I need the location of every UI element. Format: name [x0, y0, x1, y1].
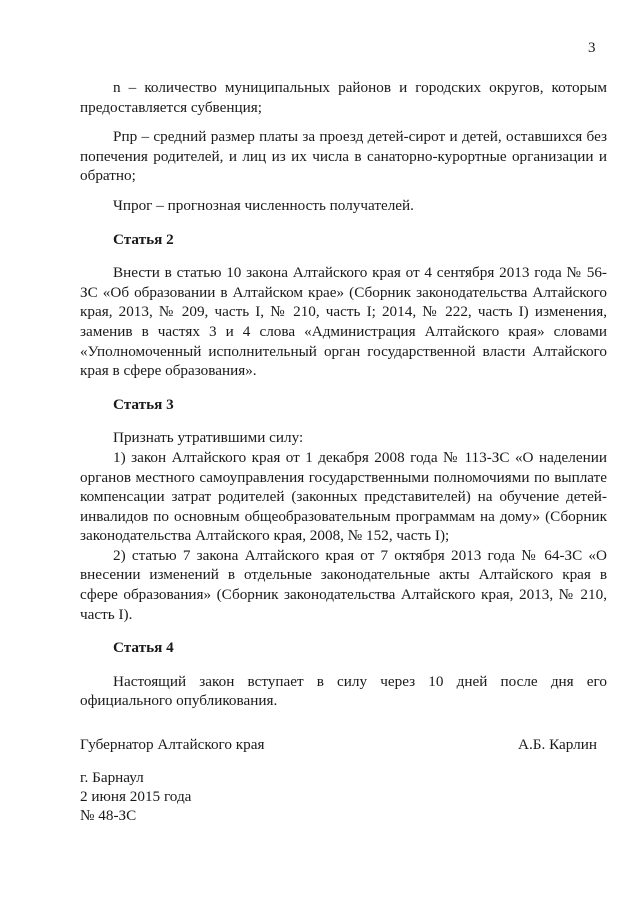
article-2-text: Внести в статью 10 закона Алтайского края от 4 сентября 2013 года № 56-ЗС «Об образовании в Алтайском крае» (Сборник законодательства Алтайского края, 2013, № 209, часть I, № 210, часть I; 2014, № 222, часть I) изменения, заменив в частях 3 и 4 слова «Администрация Алтайского края» словами «Уполномоченный исполнительный орган государственной власти Алтайского края в сфере образования».	[80, 264, 607, 380]
footer-city: г. Барнаул	[80, 769, 144, 786]
document-body	[80, 78, 607, 711]
article-3-item-1: 1) закон Алтайского края от 1 декабря 2008 года № 113-ЗС «О наделении органов местного самоуправления государственными полномочиями по выплате компенсации затрат родителей (законных представителей) на обучение детей-инвалидов по основным общеобразовательным программам на дому» (Сборник законодательства Алтайского края, 2008, № 152, часть I);	[80, 448, 607, 545]
page-number: 3	[588, 40, 596, 56]
definition-rpr: Рпр – средний размер платы за проезд детей-сирот и детей, оставшихся без попечения родителей, и лиц из их числа в санаторно-курортные организации и обратно;	[80, 128, 607, 185]
definition-chprog: Чпрог – прогнозная численность получателей.	[113, 196, 414, 214]
article-3-item-2: 2) статью 7 закона Алтайского края от 7 октября 2013 года № 64-ЗС «О внесении изменений в отдельные законодательные акты Алтайского края в сфере образования» (Сборник законодательства Алтайского края, 2013, № 210, часть I).	[80, 546, 607, 623]
signature-block	[80, 736, 597, 754]
article-3-heading: Статья 3	[113, 395, 174, 413]
signatory-position: Губернатор Алтайского края	[80, 736, 265, 753]
footer-number: № 48-ЗС	[80, 807, 137, 824]
article-3-intro: Признать утратившими силу:	[113, 429, 304, 447]
article-4-heading: Статья 4	[113, 639, 174, 657]
signatory-name: А.Б. Карлин	[518, 736, 597, 753]
document-footer	[80, 768, 191, 825]
article-2-heading: Статья 2	[113, 230, 174, 248]
footer-date: 2 июня 2015 года	[80, 788, 192, 805]
definition-n: n – количество муниципальных районов и городских округов, которым предоставляется субвенция;	[80, 79, 607, 116]
article-4-text: Настоящий закон вступает в силу через 10 дней после дня его официального опубликования.	[80, 672, 607, 710]
